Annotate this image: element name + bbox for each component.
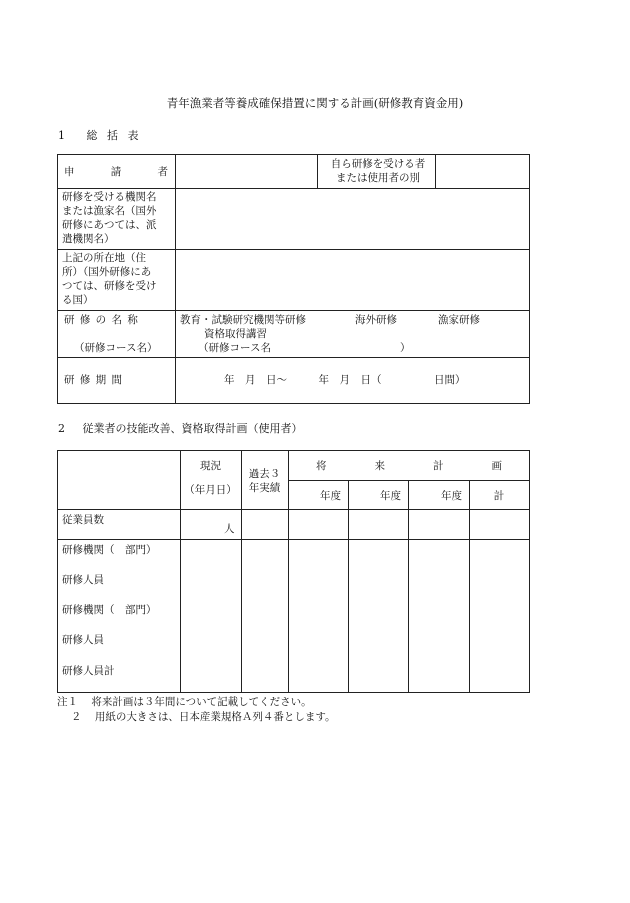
self-or-employer-line1: 自ら研修を受ける者	[330, 158, 426, 170]
self-or-employer-line2: または使用者の別	[336, 172, 420, 184]
row-divider	[58, 539, 529, 540]
label-char: 者	[157, 166, 168, 178]
row-trainees-total-label: 研修人員計	[62, 665, 115, 677]
header-future-plan	[316, 459, 502, 473]
section2-number: 2	[58, 422, 65, 435]
course-option-qualification[interactable]: 資格取得講習	[204, 328, 267, 340]
self-or-employer-field[interactable]	[438, 157, 528, 187]
unit-person: 人	[224, 523, 235, 535]
header-year-1: 年度	[320, 490, 341, 502]
label-char: 計	[433, 460, 444, 472]
label-char: 将	[316, 460, 327, 472]
row-trainees-2-label: 研修人員	[62, 634, 104, 646]
institution-field[interactable]	[178, 191, 528, 247]
course-option-fisher-family[interactable]: 漁家研修	[438, 314, 480, 326]
institution-label	[62, 190, 174, 246]
row-divider	[58, 310, 529, 311]
header-past-3-years	[241, 467, 288, 495]
address-label-line: つては、研修を受け	[62, 280, 157, 292]
applicant-field[interactable]	[178, 157, 316, 187]
applicant-label	[64, 165, 168, 179]
header-current-date: （年月日）	[184, 484, 237, 496]
label-char: 申	[64, 166, 75, 178]
section1-title: 総 括 表	[86, 129, 142, 142]
note-1	[57, 694, 312, 709]
col-divider	[175, 155, 176, 403]
address-label-line: 上記の所在地（住	[62, 252, 146, 264]
course-option-overseas[interactable]: 海外研修	[355, 314, 397, 326]
col-divider	[288, 451, 289, 692]
header-past-line1: 過去３	[248, 468, 281, 480]
note-1-prefix: 注１	[57, 696, 78, 708]
section1-heading	[58, 127, 142, 143]
col-divider	[408, 480, 409, 692]
label-char: 画	[491, 460, 502, 472]
row-divider	[58, 249, 529, 250]
label-char: 来	[374, 460, 385, 472]
row-employees-label: 従業員数	[62, 514, 104, 526]
institution-label-line: 遣機関名）	[62, 233, 115, 245]
document-title: 青年漁業者等養成確保措置に関する計画(研修教育資金用)	[166, 96, 464, 110]
address-label-line: る国）	[62, 294, 94, 306]
period-label: 研 修 期 間	[64, 374, 124, 386]
col-divider	[435, 155, 436, 188]
row-divider	[58, 357, 529, 358]
course-sub-label: （研修コース名）	[74, 342, 158, 354]
col-divider	[317, 155, 318, 188]
row-trainees-1-label: 研修人員	[62, 574, 104, 586]
course-label: 研 修 の 名 称	[64, 314, 139, 326]
note-2-prefix: ２	[71, 711, 82, 723]
address-label	[62, 251, 174, 307]
row-divider	[58, 509, 529, 510]
header-year-2: 年度	[380, 490, 401, 502]
header-year-3: 年度	[441, 490, 462, 502]
col-divider	[469, 480, 470, 692]
institution-label-line: 研修を受ける機関名	[62, 191, 157, 203]
header-current: 現況	[200, 460, 221, 472]
note-2	[71, 709, 336, 724]
note-1-text: 将来計画は３年間について記載してください。	[91, 696, 312, 708]
period-field[interactable]: 年 月 日〜 年 月 日（ 日間）	[224, 374, 466, 386]
address-field[interactable]	[178, 252, 528, 308]
note-2-text: 用紙の大きさは、日本産業規格Ａ列４番とします。	[94, 711, 336, 723]
summary-table	[57, 154, 530, 404]
row-institution-2-label: 研修機関（ 部門）	[62, 604, 157, 616]
training-plan-table	[57, 450, 530, 693]
course-name-close: ）	[400, 342, 411, 354]
row-divider	[58, 188, 529, 189]
col-divider	[348, 480, 349, 692]
self-or-employer-label	[322, 157, 434, 185]
institution-label-line: または漁家名（国外	[62, 205, 157, 217]
header-past-line2: 年実績	[248, 482, 281, 494]
header-total: 計	[493, 490, 505, 502]
course-name-open: （研修コース名	[198, 342, 271, 354]
row-institution-1-label: 研修機関（ 部門）	[62, 544, 157, 556]
section2-heading	[58, 420, 303, 436]
section2-title: 従業者の技能改善、資格取得計画（使用者）	[82, 422, 303, 435]
label-char: 請	[110, 166, 122, 178]
course-option-education[interactable]: 教育・試験研究機関等研修	[180, 314, 306, 326]
address-label-line: 所）（国外研修にあ	[62, 266, 152, 278]
section1-number: 1	[58, 129, 65, 142]
institution-label-line: 研修にあつては、派	[62, 219, 157, 231]
